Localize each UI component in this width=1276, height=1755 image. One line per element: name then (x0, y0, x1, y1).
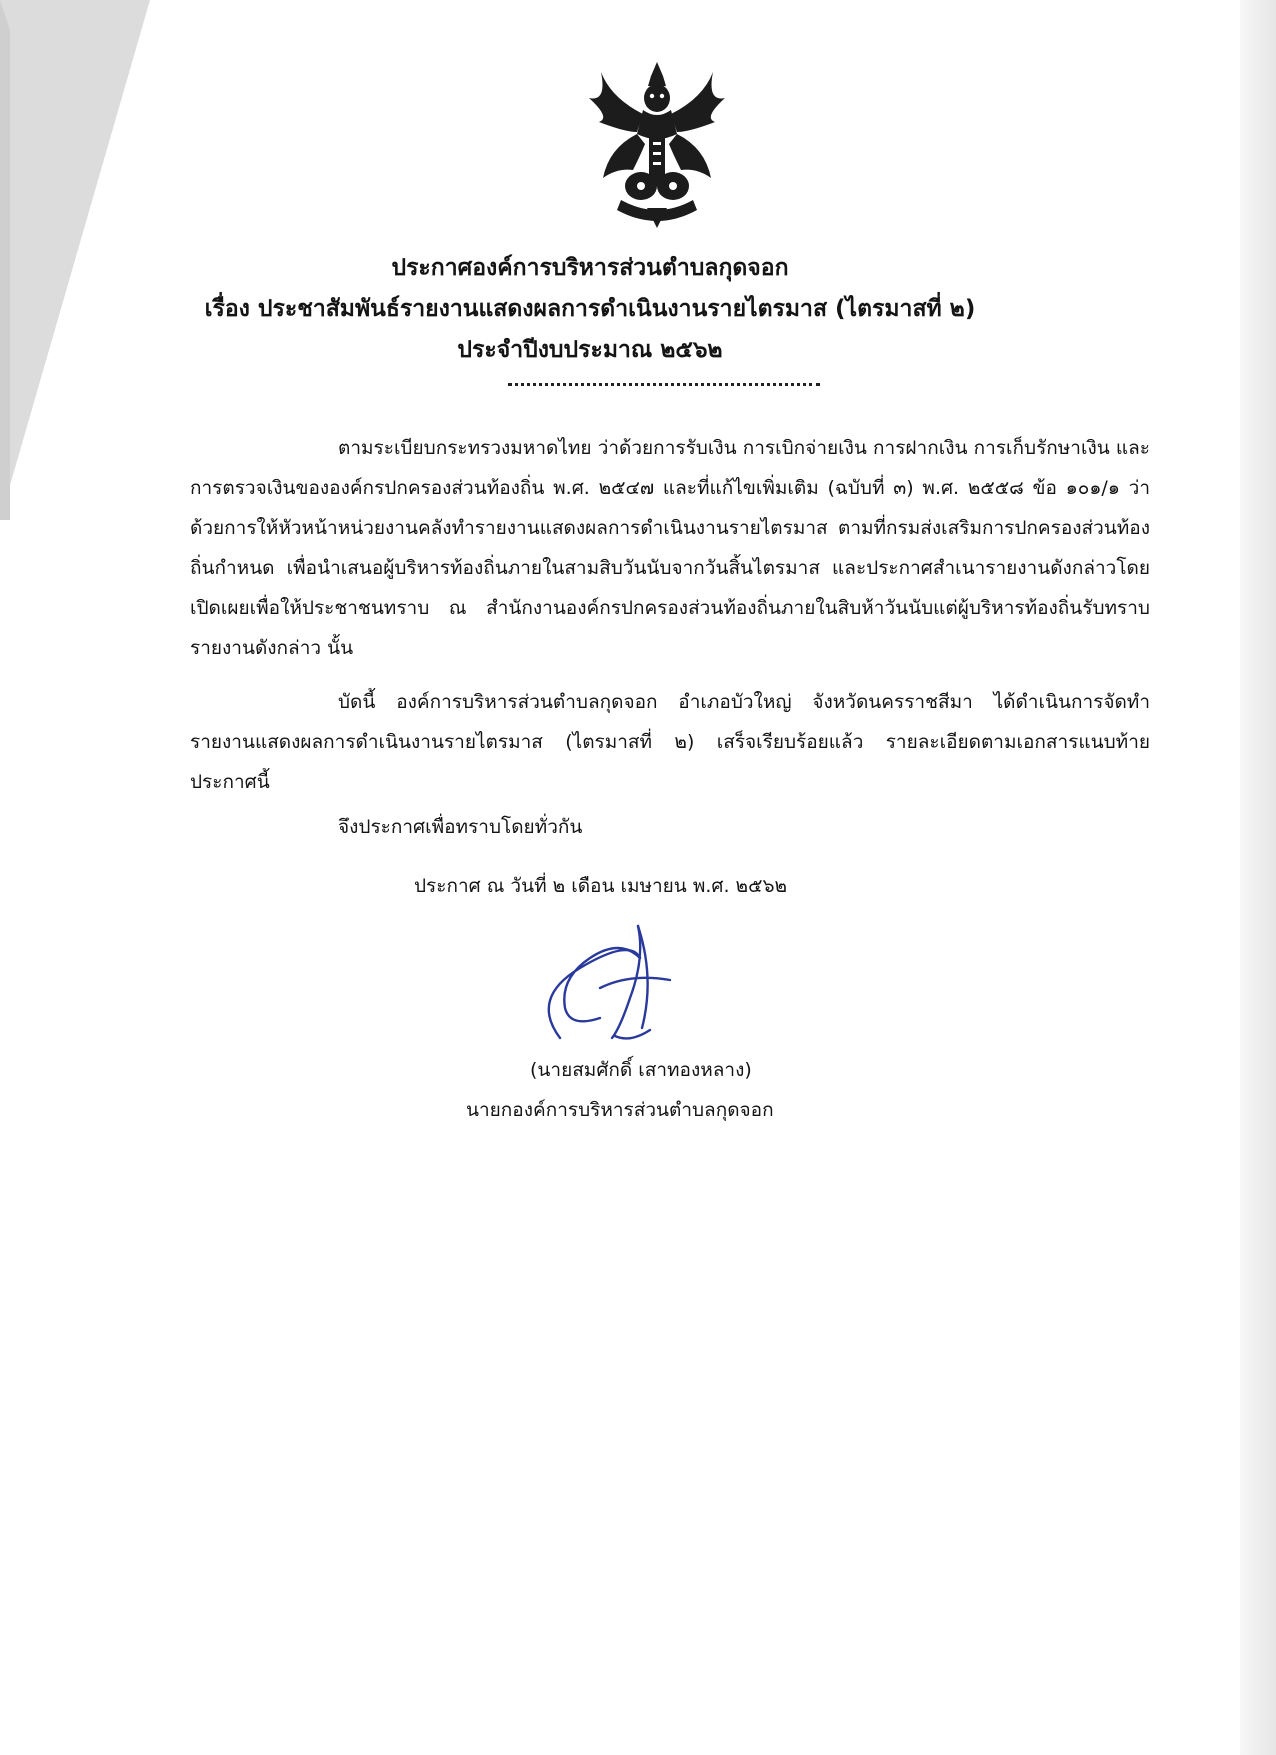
garuda-emblem (581, 58, 733, 230)
closing-statement: จึงประกาศเพื่อทราบโดยทั่วกัน (338, 816, 583, 838)
announcement-date: ประกาศ ณ วันที่ ๒ เดือน เมษายน พ.ศ. ๒๕๖๒ (414, 875, 788, 897)
announcement-subject: เรื่อง ประชาสัมพันธ์รายงานแสดงผลการดำเนินงานรายไตรมาส (ไตรมาสที่ ๒) (204, 296, 976, 322)
announcement-title: ประกาศองค์การบริหารส่วนตำบลกุดจอก (391, 255, 789, 281)
handwritten-signature (520, 918, 740, 1058)
dotted-divider (508, 383, 820, 386)
body-paragraph-1: ตามระเบียบกระทรวงมหาดไทย ว่าด้วยการรับเงิน การเบิกจ่ายเงิน การฝากเงิน การเก็บรักษาเงิน และการตรวจเงินขององค์กรปกครองส่วนท้องถิ่น พ.ศ. ๒๕๔๗ และที่แก้ไขเพิ่มเติม (ฉบับที่ ๓) พ.ศ. ๒๕๕๘ ข้อ ๑๐๑/๑ ว่าด้วยการให้หัวหน้าหน่วยงานคลังทำรายงานแสดงผลการดำเนินงานรายไตรมาส ตามที่กรมส่งเสริมการปกครองส่วนท้องถิ่นกำหนด เพื่อนำเสนอผู้บริหารท้องถิ่นภายในสามสิบวันนับจากวันสิ้นไตรมาส และประกาศสำเนารายงานดังกล่าวโดยเปิดเผยเพื่อให้ประชาชนทราบ ณ สำนักงานองค์กรปกครองส่วนท้องถิ่นภายในสิบห้าวันนับแต่ผู้บริหารท้องถิ่นรับทราบรายงานดังกล่าว นั้น (190, 437, 1150, 659)
signatory-title: นายกองค์การบริหารส่วนตำบลกุดจอก (466, 1099, 774, 1121)
signatory-name: (นายสมศักดิ์ เสาทองหลาง) (530, 1059, 752, 1081)
body-paragraph-2: บัดนี้ องค์การบริหารส่วนตำบลกุดจอก อำเภอบัวใหญ่ จังหวัดนครราชสีมา ได้ดำเนินการจัดทำรายงานแสดงผลการดำเนินงานรายไตรมาส (ไตรมาสที่ ๒) เสร็จเรียบร้อยแล้ว รายละเอียดตามเอกสารแนบท้ายประกาศนี้ (190, 691, 1150, 793)
page-edge (1240, 0, 1276, 1755)
fiscal-year: ประจำปีงบประมาณ ๒๕๖๒ (457, 337, 723, 363)
